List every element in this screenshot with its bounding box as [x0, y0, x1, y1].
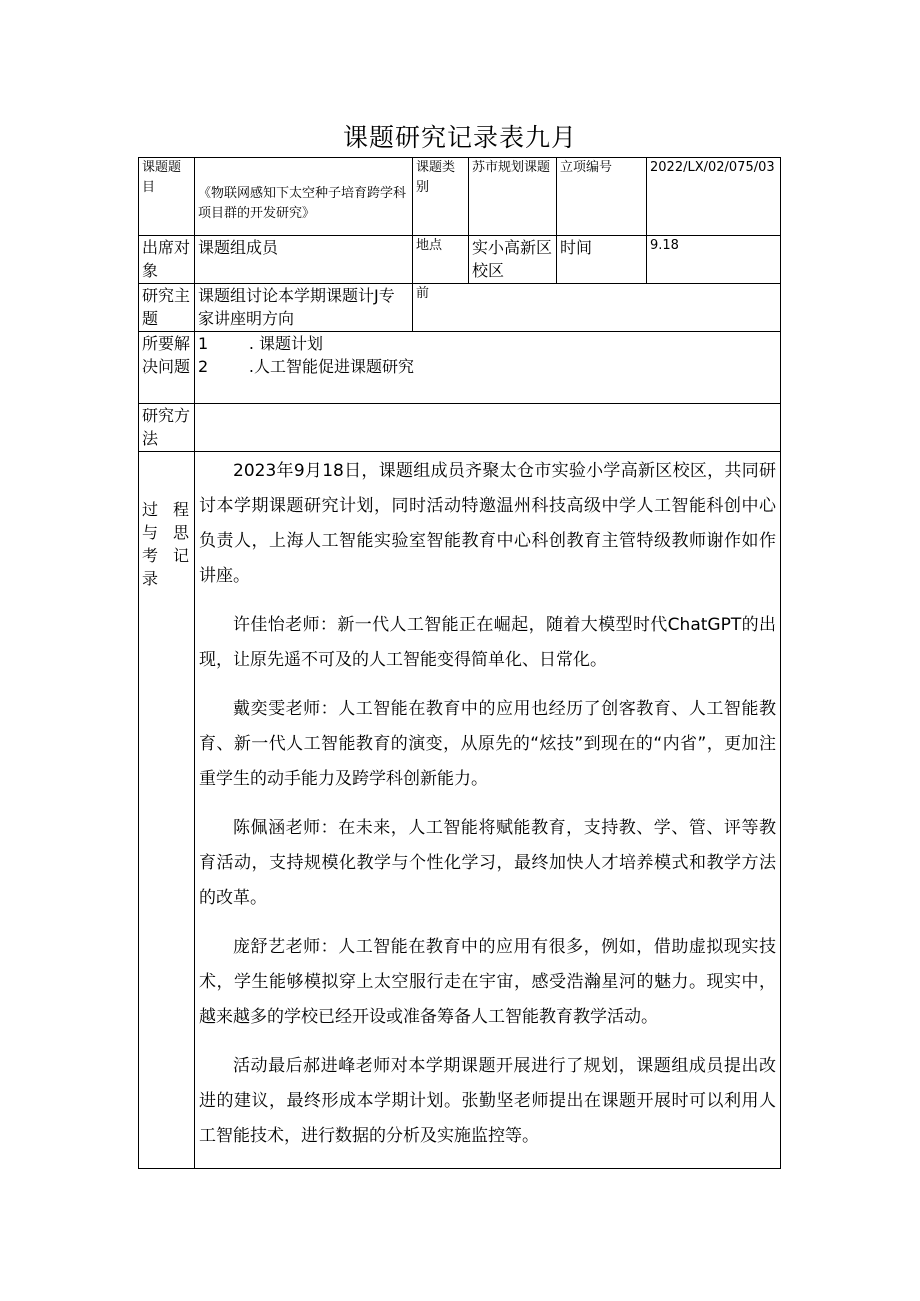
- time-label: 时间: [557, 236, 647, 284]
- location-value: 实小高新区校区: [469, 236, 557, 284]
- paragraph: 陈佩涵老师：在未来，人工智能将赋能教育，支持教、学、管、评等教育活动，支持规模化教学与个性化学习，最终加快人才培养模式和教学方法的改革。: [199, 818, 776, 908]
- topic-label: 课题题目: [139, 158, 195, 236]
- theme-label: 研究主题: [139, 284, 195, 332]
- process-label: [139, 452, 195, 1169]
- location-label: 地点: [413, 236, 469, 284]
- problems-label: 所要解决问题: [139, 332, 195, 404]
- paragraph: 庞舒艺老师：人工智能在教育中的应用有很多，例如，借助虚拟现实技术，学生能够模拟穿上太空服行走在宇宙，感受浩瀚星河的魅力。现实中，越来越多的学校已经开设或准备筹备人工智能教育教学活动。: [199, 937, 776, 1027]
- topic-value: 《物联网感知下太空种子培育跨学科项目群的开发研究》: [195, 158, 413, 236]
- process-label-char: 过: [142, 500, 159, 519]
- problems-list: [195, 332, 781, 404]
- process-label-char: 思: [173, 523, 190, 542]
- category-label: 课题类别: [413, 158, 469, 236]
- theme-value: 课题组讨论本学期课题计J专家讲座明方向: [195, 284, 413, 332]
- paragraph: 许佳怡老师：新一代人工智能正在崛起，随着大模型时代ChatGPT的出现，让原先遥不可及的人工智能变得简单化、日常化。: [199, 615, 776, 670]
- attendees-label: 出席对象: [139, 236, 195, 284]
- process-label-char: 与: [142, 523, 159, 542]
- paragraph: 戴奕雯老师：人工智能在教育中的应用也经历了创客教育、人工智能教育、新一代人工智能教育的演变，从原先的“炫技”到现在的“内省”，更加注重学生的动手能力及跨学科创新能力。: [199, 699, 776, 789]
- project-no-label: 立项编号: [557, 158, 647, 236]
- process-label-char: 录: [142, 569, 159, 588]
- paragraph: 2023年9月18日，课题组成员齐聚太仓市实验小学高新区校区，共同研讨本学期课题研究计划，同时活动特邀温州科技高级中学人工智能科创中心负责人，上海人工智能实验室智能教育中心科创教育主管特级教师谢作如作讲座。: [199, 461, 776, 586]
- process-label-char: 程: [173, 500, 190, 519]
- page-title: 课题研究记录表九月: [342, 123, 577, 152]
- method-label: 研究方法: [139, 404, 195, 452]
- category-value: 苏市规划课题: [469, 158, 557, 236]
- process-body: [195, 452, 781, 1169]
- paragraph: 活动最后郝进峰老师对本学期课题开展进行了规划，课题组成员提出改进的建议，最终形成本学期计划。张勤坚老师提出在课题开展时可以利用人工智能技术，进行数据的分析及实施监控等。: [199, 1056, 776, 1146]
- record-table: [138, 157, 781, 1169]
- theme-extra: 前: [413, 284, 781, 332]
- process-label-char: 记: [173, 546, 190, 565]
- method-value: [195, 404, 781, 452]
- process-label-char: 考: [142, 546, 159, 565]
- problem-item: 1 . 课题计划: [198, 334, 324, 353]
- project-no-value: 2022/LX/02/075/03: [647, 158, 781, 236]
- attendees-value: 课题组成员: [195, 236, 413, 284]
- problem-item: 2 .人工智能促进课题研究: [198, 357, 414, 376]
- time-value: 9.18: [647, 236, 781, 284]
